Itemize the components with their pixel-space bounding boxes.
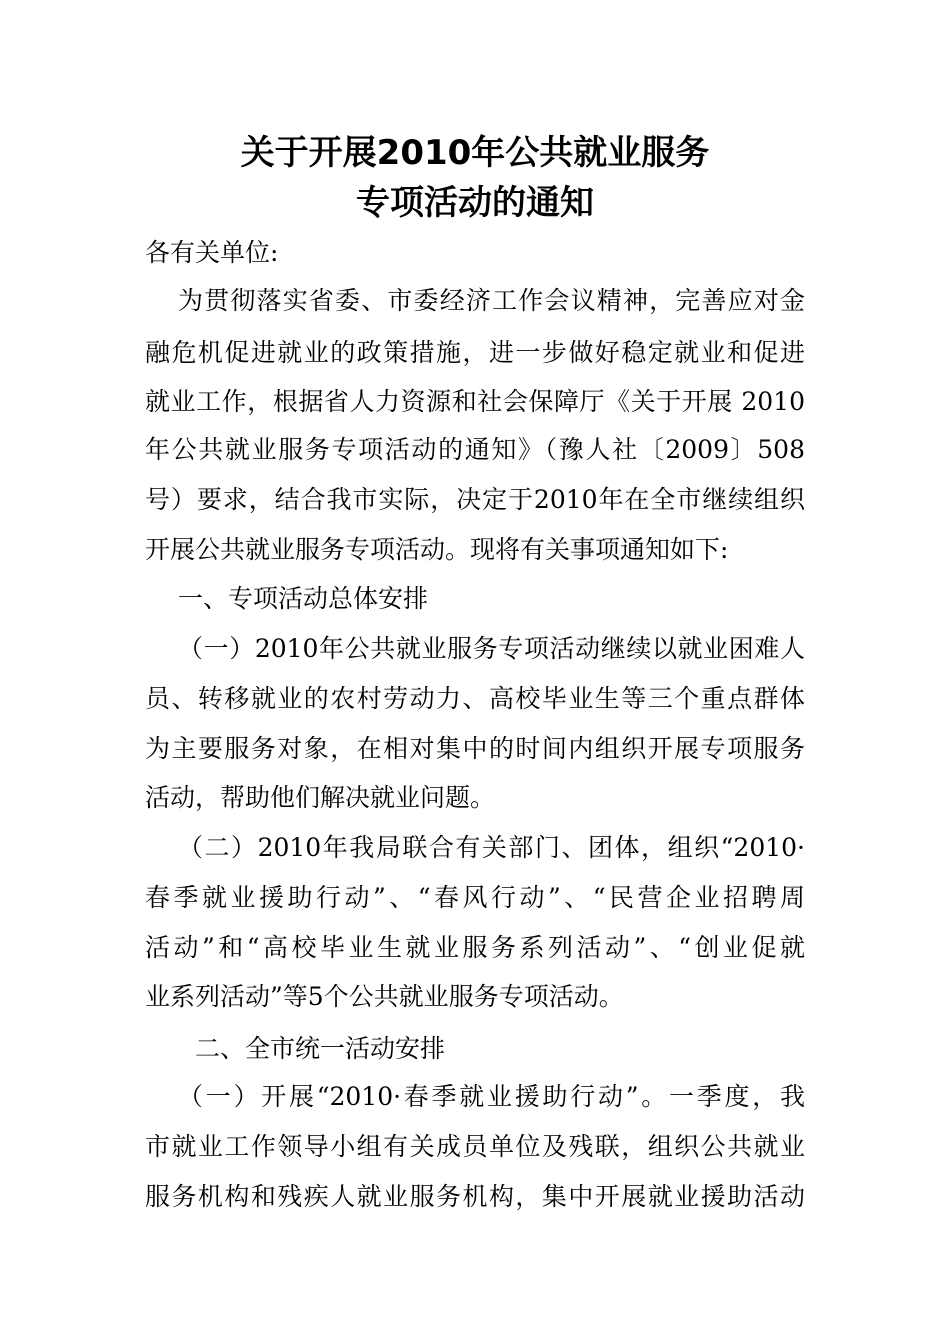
paragraph-line: 春季就业援助行动”、“春风行动”、“民营企业招聘周 xyxy=(145,883,805,912)
paragraph-line: 市就业工作领导小组有关成员单位及残联，组织公共就业 xyxy=(145,1132,805,1161)
paragraph-line: 开展公共就业服务专项活动。现将有关事项通知如下: xyxy=(145,535,729,564)
document-title-line-2: 专项活动的通知 xyxy=(356,183,594,223)
section-heading: 二、全市统一活动安排 xyxy=(195,1034,446,1063)
document-title-line-1: 关于开展2010年公共就业服务 xyxy=(240,133,710,173)
paragraph-line: 融危机促进就业的政策措施，进一步做好稳定就业和促进 xyxy=(145,338,805,367)
paragraph-line: 活动”和“高校毕业生就业服务系列活动”、“创业促就 xyxy=(145,933,805,962)
paragraph-line: （二）2010年我局联合有关部门、团体，组织“2010· xyxy=(178,833,805,862)
paragraph-line: 号）要求，结合我市实际，决定于2010年在全市继续组织 xyxy=(145,485,805,514)
paragraph-line: （一）2010年公共就业服务专项活动继续以就业困难人 xyxy=(178,634,805,663)
paragraph-line: 为贯彻落实省委、市委经济工作会议精神，完善应对金 xyxy=(178,286,805,315)
paragraph-line: 活动，帮助他们解决就业问题。 xyxy=(145,783,496,812)
paragraph-line: 服务机构和残疾人就业服务机构，集中开展就业援助活动 xyxy=(145,1182,805,1211)
paragraph-line: 就业工作，根据省人力资源和社会保障厅《关于开展 2010 xyxy=(145,387,805,416)
section-heading: 一、专项活动总体安排 xyxy=(178,584,429,613)
salutation: 各有关单位: xyxy=(145,238,279,267)
paragraph-line: （一）开展“2010·春季就业援助行动”。一季度，我 xyxy=(178,1082,805,1111)
paragraph-line: 年公共就业服务专项活动的通知》（豫人社〔2009〕508 xyxy=(145,435,805,464)
paragraph-line: 为主要服务对象，在相对集中的时间内组织开展专项服务 xyxy=(145,734,805,763)
paragraph-line: 业系列活动”等5个公共就业服务专项活动。 xyxy=(145,982,624,1011)
paragraph-line: 员、转移就业的农村劳动力、高校毕业生等三个重点群体 xyxy=(145,684,805,713)
